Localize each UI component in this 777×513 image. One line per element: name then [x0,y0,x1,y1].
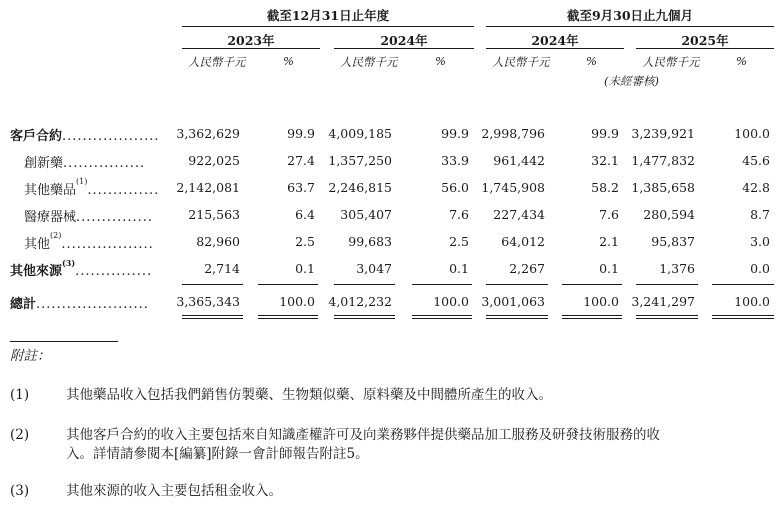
cell-contract-revenue-7: 100.0 [734,126,770,141]
total-double-rule-top-5 [562,315,622,316]
subtotal-rule-4 [486,284,548,285]
cell-contract-revenue-5: 99.9 [591,126,619,141]
unit-currency-2023: 人民幣千元 [188,55,246,69]
cell-contract-revenue-0: 3,362,629 [176,126,240,141]
cell-innovative-drugs-0: 922,025 [188,153,240,168]
cell-other-sources-5: 0.1 [599,261,619,276]
year-2024: 2024年 [380,33,428,48]
total-double-rule-bottom-2 [334,318,395,319]
cell-others-4: 64,012 [501,234,545,249]
cell-medical-devices-6: 280,594 [643,207,695,222]
year-2024-rule [334,48,474,49]
footnote-ref: (3) [62,258,76,268]
row-label-text: 其他藥品 [24,183,77,198]
row-label-text: 其他 [24,237,51,252]
footnote-ref: (2) [50,231,62,240]
header-full-year: 截至12月31日止年度 [266,8,390,23]
unit-percent-2024-nm: % [586,54,597,68]
cell-others-5: 2.1 [599,234,619,249]
cell-medical-devices-3: 7.6 [449,207,469,222]
cell-contract-revenue-2: 4,009,185 [328,126,392,141]
cell-others-0: 82,960 [196,234,240,249]
unit-percent-2023: % [283,54,294,68]
header-full-year-rule [182,26,474,27]
cell-innovative-drugs-5: 32.1 [591,153,619,168]
year-2023: 2023年 [227,33,275,48]
row-label-medical-devices [24,206,153,225]
year-2025-nine-months-rule [636,48,774,49]
cell-medical-devices-4: 227,434 [493,207,545,222]
cell-others-6: 95,837 [651,234,695,249]
unit-currency-2024-nm: 人民幣千元 [492,55,550,69]
cell-total-4: 3,001,063 [481,294,545,309]
total-double-rule-top-6 [636,315,698,316]
cell-total-7: 100.0 [734,294,770,309]
total-double-rule-top-3 [412,315,472,316]
row-label-text: 客戶合約 [10,129,63,144]
note-2-number: (2) [10,427,30,443]
total-double-rule-bottom-6 [636,318,698,319]
cell-other-sources-2: 3,047 [356,261,392,276]
unit-currency-2025-nm: 人民幣千元 [642,55,700,69]
cell-other-drugs-0: 2,142,081 [176,180,240,195]
cell-other-sources-3: 0.1 [449,261,469,276]
row-label-innovative-drugs [24,152,145,171]
cell-other-sources-4: 2,267 [509,261,545,276]
total-double-rule-bottom-5 [562,318,622,319]
subtotal-rule-7 [712,284,774,285]
row-label-total [10,293,149,312]
footnote-ref: (1) [76,177,88,186]
cell-other-sources-0: 2,714 [204,261,240,276]
cell-contract-revenue-6: 3,239,921 [631,126,695,141]
row-label-contract-revenue [10,125,160,144]
cell-other-drugs-3: 56.0 [441,180,469,195]
cell-total-1: 100.0 [279,294,315,309]
year-2024-nine-months: 2024年 [531,33,579,48]
row-label-other-sources [10,260,152,279]
unit-currency-2024: 人民幣千元 [340,55,398,69]
dot-leader: ............... [76,210,154,225]
cell-total-5: 100.0 [583,294,619,309]
cell-medical-devices-7: 8.7 [750,207,770,222]
cell-medical-devices-2: 305,407 [340,207,392,222]
cell-total-6: 3,241,297 [631,294,695,309]
total-double-rule-bottom-1 [258,318,318,319]
cell-other-drugs-2: 2,246,815 [328,180,392,195]
cell-medical-devices-0: 215,563 [188,207,240,222]
cell-contract-revenue-1: 99.9 [287,126,315,141]
cell-innovative-drugs-4: 961,442 [493,153,545,168]
cell-other-drugs-6: 1,385,658 [631,180,695,195]
cell-others-7: 3.0 [750,234,770,249]
cell-innovative-drugs-3: 33.9 [441,153,469,168]
cell-total-0: 3,365,343 [176,294,240,309]
cell-contract-revenue-4: 2,998,796 [481,126,545,141]
subtotal-rule-6 [636,284,698,285]
notes-separator [10,341,118,342]
cell-other-sources-7: 0.0 [750,261,770,276]
cell-other-sources-1: 0.1 [295,261,315,276]
cell-other-sources-6: 1,376 [659,261,695,276]
subtotal-rule-0 [182,284,243,285]
unit-percent-2024: % [435,54,446,68]
notes-title: 附註： [10,348,51,364]
dot-leader: ................... [62,129,160,144]
cell-total-3: 100.0 [433,294,469,309]
row-label-other-drugs [24,179,159,198]
row-label-others [24,233,154,252]
note-1-number: (1) [10,387,30,403]
subtotal-rule-5 [562,284,622,285]
cell-others-2: 99,683 [348,234,392,249]
subtotal-rule-3 [412,284,472,285]
cell-innovative-drugs-6: 1,477,832 [631,153,695,168]
row-label-text: 總計 [10,297,37,312]
year-2023-rule [182,48,320,49]
cell-other-drugs-4: 1,745,908 [481,180,545,195]
cell-innovative-drugs-2: 1,357,250 [328,153,392,168]
total-double-rule-bottom-7 [712,318,774,319]
cell-medical-devices-1: 6.4 [295,207,315,222]
dot-leader: ...................... [36,297,149,312]
note-2-text-line2: 入。詳情請參閱本[編纂]附錄一會計師報告附註5。 [66,446,369,462]
dot-leader: .............. [87,183,160,198]
note-3-number: (3) [10,483,30,499]
cell-medical-devices-5: 7.6 [599,207,619,222]
dot-leader: ................ [63,156,146,171]
total-double-rule-top-7 [712,315,774,316]
header-nine-months: 截至9月30日止九個月 [566,8,694,23]
note-3-text: 其他來源的收入主要包括租金收入。 [66,483,282,499]
year-2025-nine-months: 2025年 [681,33,729,48]
total-double-rule-top-0 [182,315,243,316]
dot-leader: ............... [75,264,153,279]
subtotal-rule-2 [334,284,395,285]
unit-percent-2025-nm: % [736,54,747,68]
note-2-text-line1: 其他客戶合約的收入主要包括來自知識產權許可及向業務夥伴提供藥品加工服務及研發技術服務的收 [66,427,660,443]
row-label-text: 醫療器械 [24,210,77,225]
cell-other-drugs-5: 58.2 [591,180,619,195]
subtotal-rule-1 [258,284,318,285]
total-double-rule-bottom-0 [182,318,243,319]
total-double-rule-bottom-4 [486,318,548,319]
total-double-rule-top-2 [334,315,395,316]
year-2024-nine-months-rule [486,48,624,49]
cell-contract-revenue-3: 99.9 [441,126,469,141]
cell-others-3: 2.5 [449,234,469,249]
note-1-text: 其他藥品收入包括我們銷售仿製藥、生物類似藥、原料藥及中間體所產生的收入。 [66,387,552,403]
cell-innovative-drugs-1: 27.4 [287,153,315,168]
total-double-rule-top-1 [258,315,318,316]
unaudited-label: (未經審核) [604,74,659,88]
cell-other-drugs-1: 63.7 [287,180,315,195]
total-double-rule-bottom-3 [412,318,472,319]
cell-innovative-drugs-7: 45.6 [742,153,770,168]
dot-leader: .................. [61,237,154,252]
header-nine-months-rule [486,26,774,27]
cell-others-1: 2.5 [295,234,315,249]
cell-total-2: 4,012,232 [328,294,392,309]
row-label-text: 創新藥 [24,156,64,171]
row-label-text: 其他來源 [10,264,63,279]
cell-other-drugs-7: 42.8 [742,180,770,195]
total-double-rule-top-4 [486,315,548,316]
